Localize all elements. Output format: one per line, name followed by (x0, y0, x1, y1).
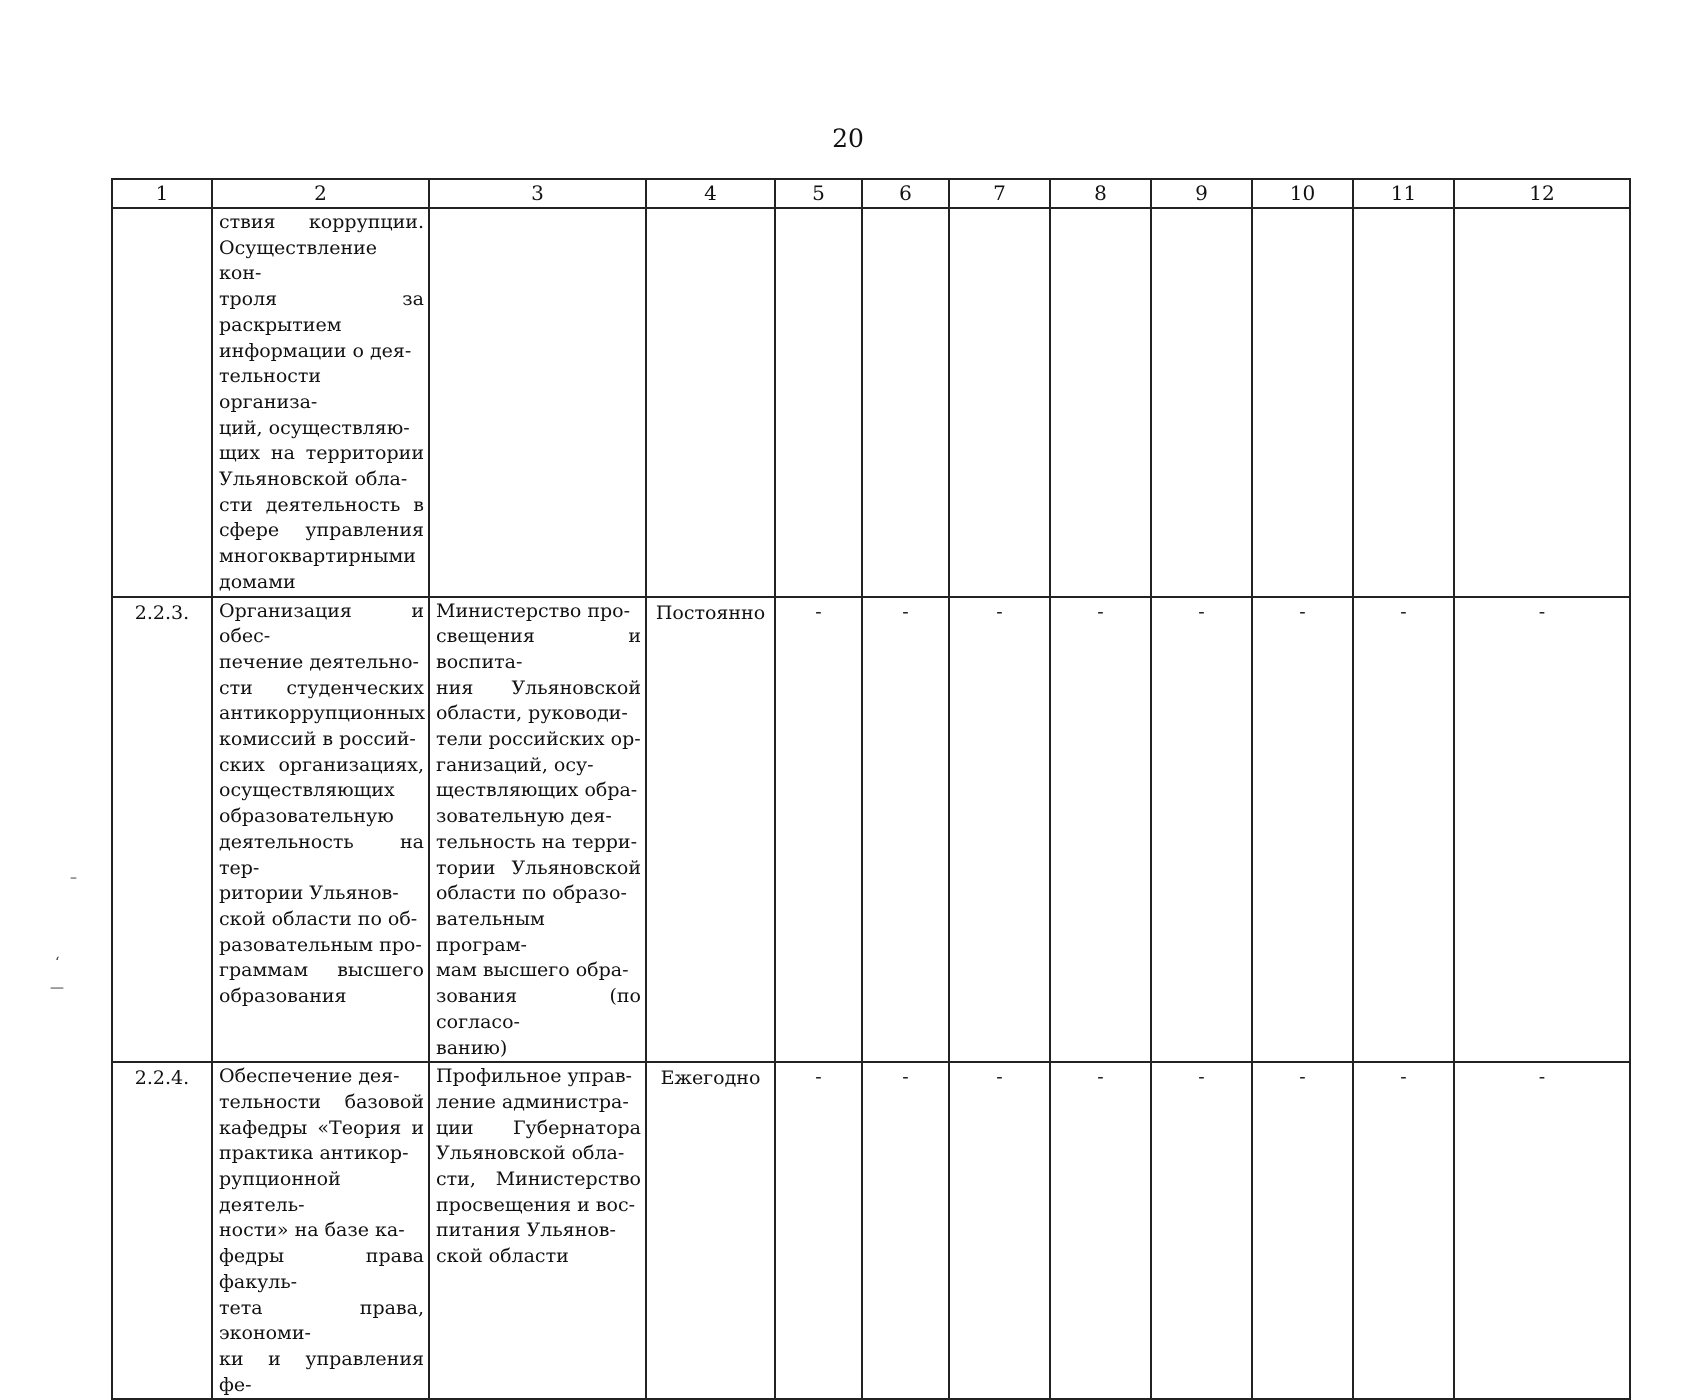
value-cell: - (949, 1062, 1050, 1399)
value-cell: - (1050, 597, 1151, 1063)
value-cell: - (862, 1062, 949, 1399)
column-header: 3 (429, 179, 646, 208)
period-cell (646, 208, 775, 597)
column-header: 8 (1050, 179, 1151, 208)
measure-cell: Обеспечение дея- тельности базовой кафедры «Теория и практика антикор- рупционной деятель- ности» на базе ка- федры права факуль- тета права, экономи- ки и управления фе- (212, 1062, 429, 1399)
column-header: 4 (646, 179, 775, 208)
value-cell (862, 208, 949, 597)
value-cell: - (775, 597, 862, 1063)
row-number (112, 208, 212, 597)
value-cell (949, 208, 1050, 597)
executor-cell: Профильное управ- ление администра- ции Губернатора Ульяновской обла- сти, Министерство просвещения и вос- питания Ульянов- ской области (429, 1062, 646, 1399)
column-header: 9 (1151, 179, 1252, 208)
table-row (112, 597, 1630, 1063)
column-header: 12 (1454, 179, 1630, 208)
scan-mark: – (70, 870, 77, 886)
value-cell: - (1151, 597, 1252, 1063)
plan-table (111, 178, 1631, 1400)
column-header: 2 (212, 179, 429, 208)
table-row (112, 208, 1630, 597)
value-cell: - (1353, 597, 1454, 1063)
value-cell: - (775, 1062, 862, 1399)
row-number: 2.2.4. (112, 1062, 212, 1399)
value-cell (1252, 208, 1353, 597)
value-cell: - (949, 597, 1050, 1063)
value-cell: - (1454, 1062, 1630, 1399)
measure-cell: Организация и обес- печение деятельно- сти студенческих антикоррупционных комиссий в россий- ских организациях, осуществляющих образовательную деятельность на тер- ритории Ульянов- ской области по об- разовательным про- граммам высшего образования (212, 597, 429, 1063)
page-number: 20 (832, 124, 864, 153)
value-cell: - (1252, 1062, 1353, 1399)
column-header: 11 (1353, 179, 1454, 208)
value-cell (775, 208, 862, 597)
value-cell (1454, 208, 1630, 597)
value-cell: - (1252, 597, 1353, 1063)
period-cell: Постоянно (646, 597, 775, 1063)
value-cell (1050, 208, 1151, 597)
scan-mark: — (50, 980, 64, 996)
column-header: 7 (949, 179, 1050, 208)
value-cell: - (1151, 1062, 1252, 1399)
table-header-row (112, 179, 1630, 208)
period-cell: Ежегодно (646, 1062, 775, 1399)
value-cell (1151, 208, 1252, 597)
executor-cell: Министерство про- свещения и воспита- ния Ульяновской области, руководи- тели российских ор- ганизаций, осу- ществляющих обра- зовательную дея- тельность на терри- тории Ульяновской области по образо- вательным програм- мам высшего обра- зования (по согласо- ванию) (429, 597, 646, 1063)
column-header: 10 (1252, 179, 1353, 208)
measure-cell: ствия коррупции. Осуществление кон- троля за раскрытием информации о дея- тельности организа- ций, осуществляю- щих на территории Ульяновской обла- сти деятельность в сфере управления многоквартирными домами (212, 208, 429, 597)
row-number: 2.2.3. (112, 597, 212, 1063)
column-header: 5 (775, 179, 862, 208)
value-cell: - (1454, 597, 1630, 1063)
executor-cell (429, 208, 646, 597)
scan-mark: ‘ (55, 955, 60, 971)
column-header: 6 (862, 179, 949, 208)
value-cell: - (1353, 1062, 1454, 1399)
value-cell (1353, 208, 1454, 597)
column-header: 1 (112, 179, 212, 208)
value-cell: - (1050, 1062, 1151, 1399)
value-cell: - (862, 597, 949, 1063)
table-row (112, 1062, 1630, 1399)
